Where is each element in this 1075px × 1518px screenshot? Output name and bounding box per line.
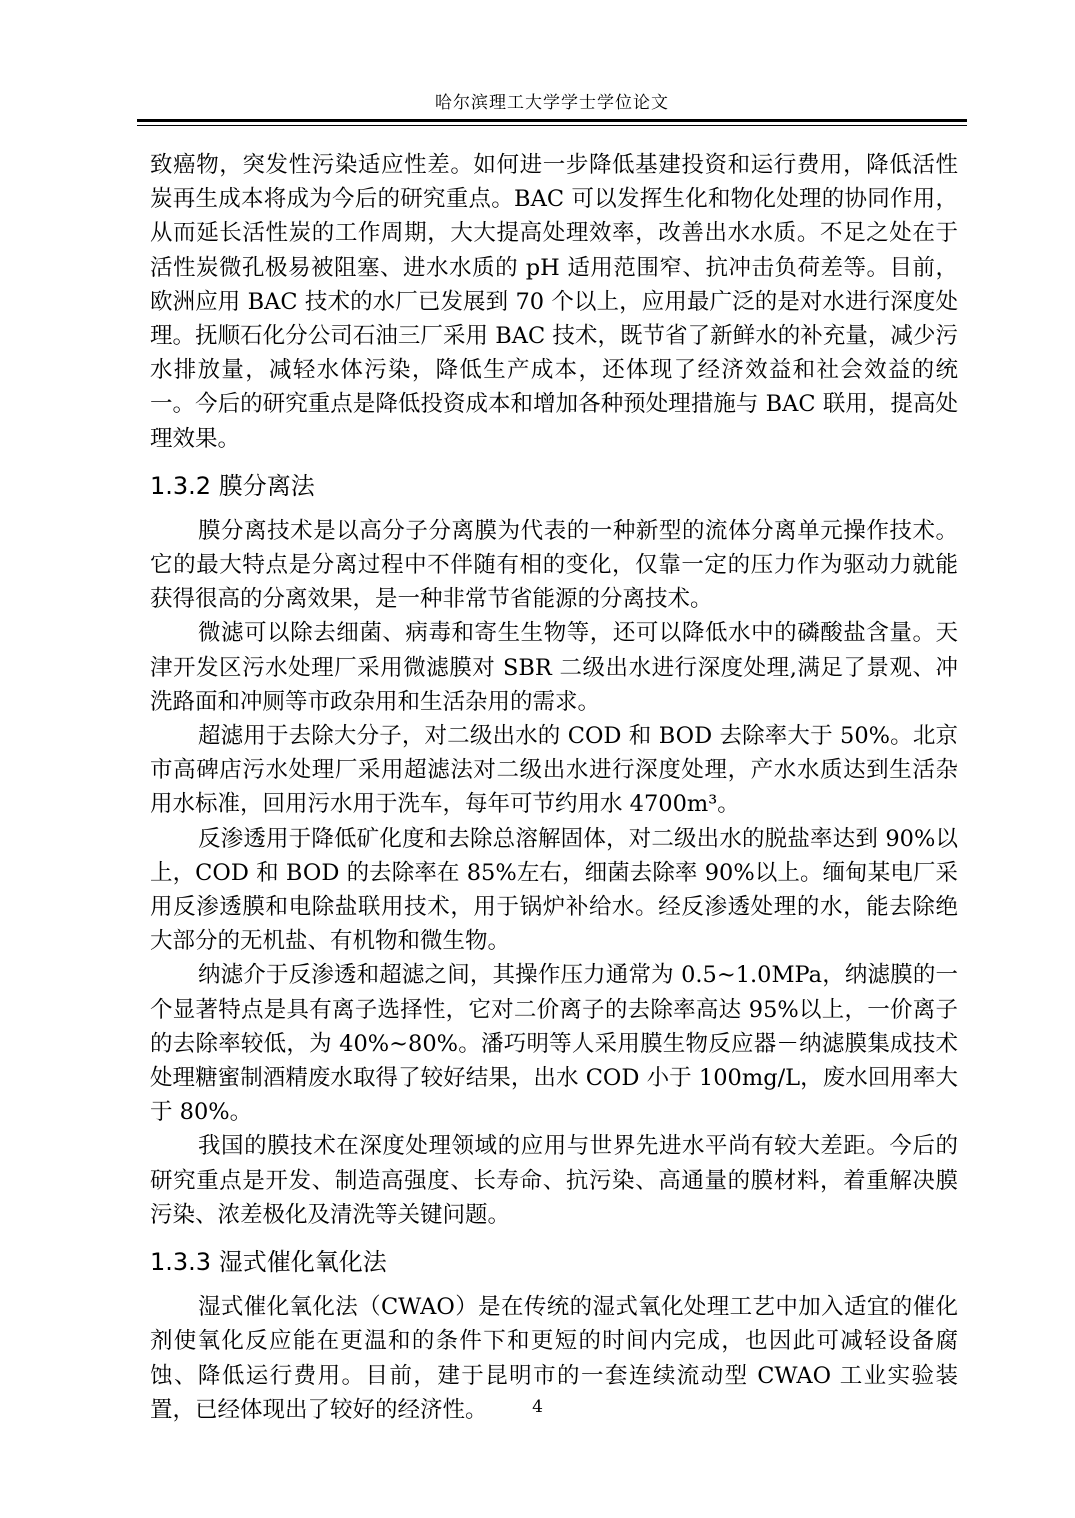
body-content [150,148,958,1427]
section-heading-1-3-2: 1.3.2 膜分离法 [150,471,315,500]
header-rule [137,119,967,122]
header-rule-thin [137,125,967,126]
section-heading-1-3-3: 1.3.3 湿式催化氧化法 [150,1248,387,1277]
paragraph: 我国的膜技术在深度处理领域的应用与世界先进水平尚有较大差距。今后的研究重点是开发、制造高强度、长寿命、抗污染、高通量的膜材料，着重解决膜污染、浓差极化及清洗等关键问题。 [150,1133,958,1228]
paragraph: 膜分离技术是以高分子分离膜为代表的一种新型的流体分离单元操作技术。它的最大特点是分离过程中不伴随有相的变化，仅靠一定的压力作为驱动力就能获得很高的分离效果，是一种非常节省能源的分离技术。 [150,517,958,613]
paragraph: 纳滤介于反渗透和超滤之间，其操作压力通常为 0.5~1.0MPa，纳滤膜的一个显著特点是具有离子选择性，它对二价离子的去除率高达 95%以上，一价离子的去除率较低，为 40%~80%。潘巧明等人采用膜生物反应器－纳滤膜集成技术处理糖蜜制酒精废水取得了较好结果，出水 COD 小于 100mg/L，废水回用率大于 80%。 [150,962,958,1126]
paragraph: 反渗透用于降低矿化度和去除总溶解固体，对二级出水的脱盐率达到 90%以上，COD 和 BOD 的去除率在 85%左右，细菌去除率 90%以上。缅甸某电厂采用反渗透膜和电除盐联用技术，用于锅炉补给水。经反渗透处理的水，能去除绝大部分的无机盐、有机物和微生物。 [150,825,958,955]
running-header: 哈尔滨理工大学学士学位论文 [435,93,669,113]
page-number: 4 [532,1397,543,1417]
paragraph-continued: 致癌物，突发性污染适应性差。如何进一步降低基建投资和运行费用，降低活性炭再生成本将成为今后的研究重点。BAC 可以发挥生化和物化处理的协同作用，从而延长活性炭的工作周期，大大提高处理效率，改善出水水质。不足之处在于活性炭微孔极易被阻塞、进水水质的 pH 适用范围窄、抗冲击负荷差等。目前，欧洲应用 BAC 技术的水厂已发展到 70 个以上，应用最广泛的是对水进行深度处理。抚顺石化分公司石油三厂采用 BAC 技术，既节省了新鲜水的补充量，减少污水排放量，减轻水体污染，降低生产成本，还体现了经济效益和社会效益的统一。今后的研究重点是降低投资成本和增加各种预处理措施与 BAC 联用，提高处理效果。 [150,152,958,452]
paragraph: 微滤可以除去细菌、病毒和寄生生物等，还可以降低水中的磷酸盐含量。天津开发区污水处理厂采用微滤膜对 SBR 二级出水进行深度处理,满足了景观、冲洗路面和冲厕等市政杂用和生活杂用的需求。 [150,620,958,715]
paragraph: 超滤用于去除大分子，对二级出水的 COD 和 BOD 去除率大于 50%。北京市高碑店污水处理厂采用超滤法对二级出水进行深度处理，产水水质达到生活杂用水标准，回用污水用于洗车，每年可节约用水 4700m³。 [150,723,958,818]
paragraph: 湿式催化氧化法（CWAO）是在传统的湿式氧化处理工艺中加入适宜的催化剂使氧化反应能在更温和的条件下和更短的时间内完成，也因此可减轻设备腐蚀、降低运行费用。目前，建于昆明市的一套连续流动型 CWAO 工业实验装置，已经体现出了较好的经济性。 [150,1294,958,1423]
